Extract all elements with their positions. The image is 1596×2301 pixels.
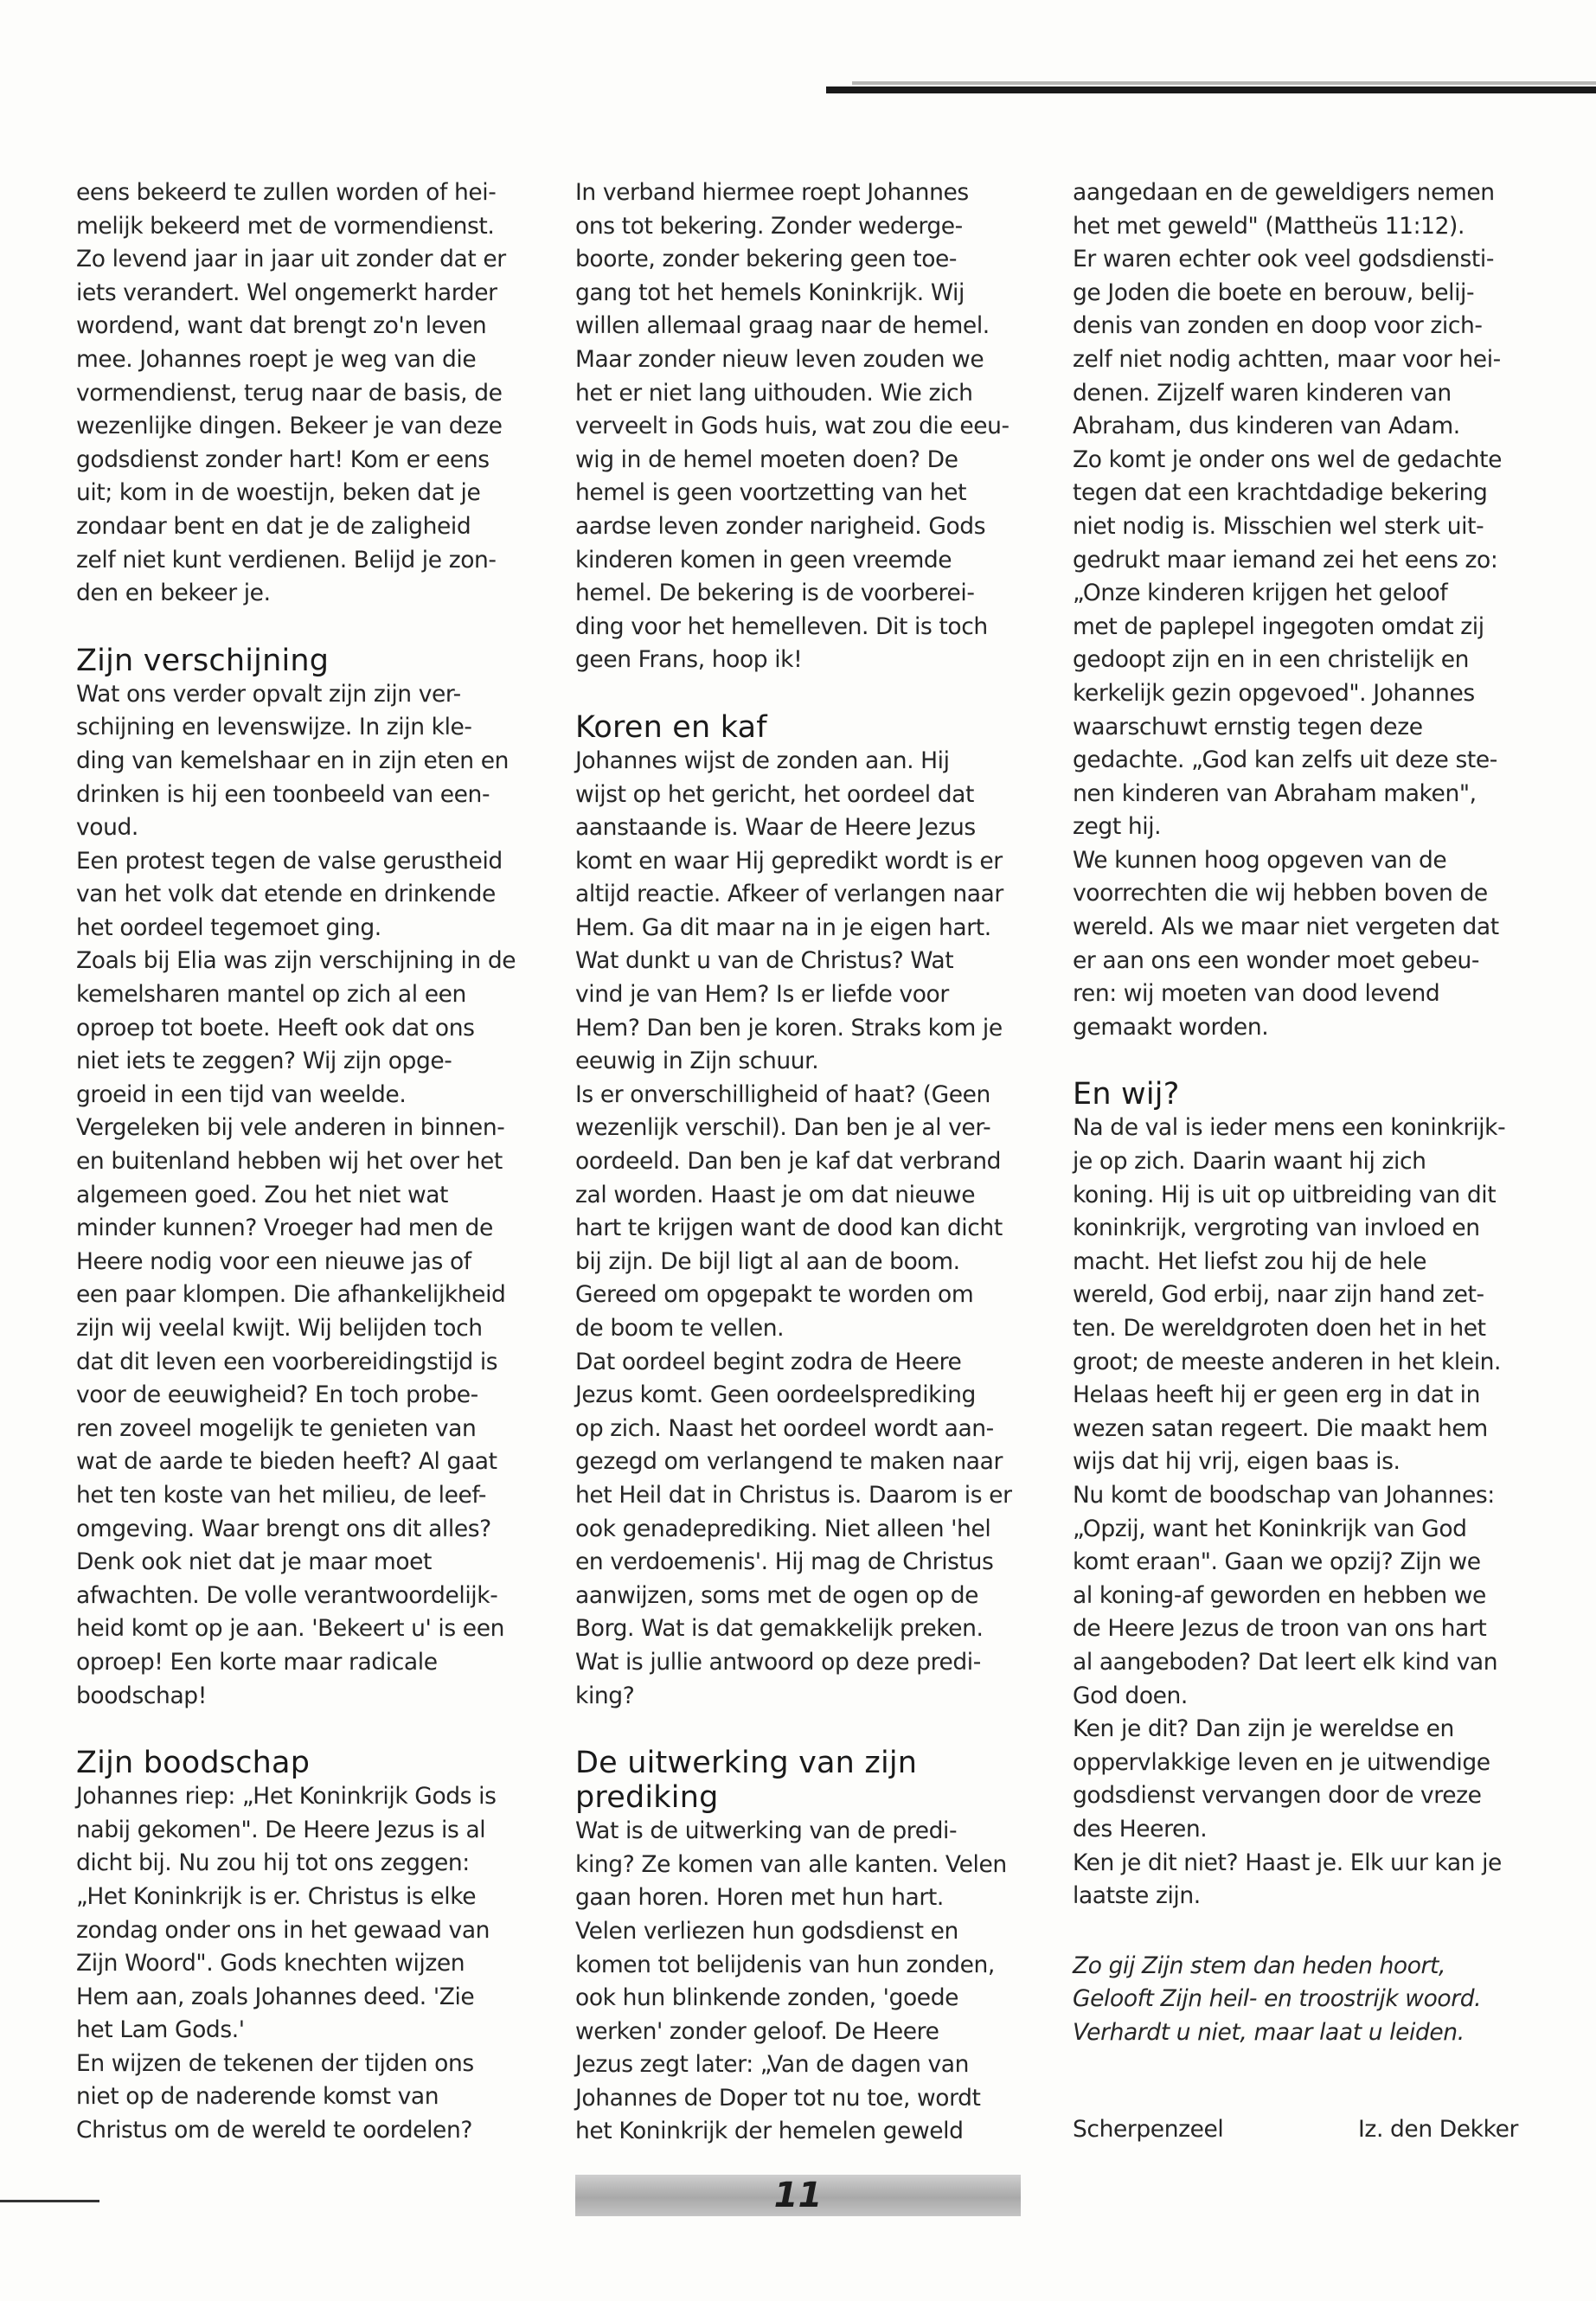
- text-line: nen kinderen van Abraham maken",: [1073, 779, 1477, 807]
- text-line: uit; kom in de woestijn, beken dat je: [76, 479, 481, 507]
- col2-intro: [575, 176, 1025, 677]
- text-line: algemeen goed. Zou het niet wat: [76, 1181, 449, 1208]
- text-line: mee. Johannes roept je weg van die: [76, 345, 477, 373]
- text-line: wig in de hemel moeten doen? De: [575, 445, 958, 473]
- text-line: verveelt in Gods huis, wat zou die eeu-: [575, 413, 1010, 440]
- text-line: zijn wij veelal kwijt. Wij belijden toch: [76, 1315, 483, 1342]
- text-line: des Heeren.: [1073, 1815, 1208, 1843]
- text-line: voor de eeuwigheid? En toch probe-: [76, 1381, 478, 1409]
- text-line: oppervlakkige leven en je uitwendige: [1073, 1748, 1490, 1776]
- text-line: vind je van Hem? Is er liefde voor: [575, 981, 949, 1009]
- text-line: aangedaan en de geweldigers nemen: [1073, 179, 1495, 206]
- text-line: Heere nodig voor een nieuwe jas of: [76, 1247, 471, 1275]
- text-line: aanstaande is. Waar de Heere Jezus: [575, 814, 976, 842]
- text-line: het Heil dat in Christus is. Daarom is er: [575, 1481, 1012, 1509]
- text-line: eens bekeerd te zullen worden of hei-: [76, 179, 497, 206]
- text-line: hemel. De bekering is de voorberei-: [575, 580, 975, 607]
- text-line: melijk bekeerd met de vormendienst.: [76, 212, 495, 240]
- text-line: Ken je dit niet? Haast je. Elk uur kan je: [1073, 1849, 1502, 1876]
- text-line: er aan ons een wonder moet gebeu-: [1073, 946, 1480, 974]
- text-line: Wat ons verder opvalt zijn zijn ver-: [76, 680, 461, 708]
- text-line: het oordeel tegemoet ging.: [76, 913, 381, 941]
- text-line: laatste zijn.: [1073, 1882, 1201, 1910]
- col1-intro: [76, 176, 526, 611]
- text-line: Zoals bij Elia was zijn verschijning in de: [76, 947, 516, 975]
- text-line: zelf niet nodig achtten, maar voor hei-: [1073, 345, 1501, 373]
- text-line: wereld, God erbij, naar zijn hand zet-: [1073, 1281, 1484, 1309]
- text-line: gang tot het hemels Koninkrijk. Wij: [575, 279, 965, 306]
- text-line: ten. De wereldgroten doen het in het: [1073, 1315, 1486, 1342]
- text-line: geen Frans, hoop ik!: [575, 646, 803, 674]
- column-1: [76, 176, 526, 2148]
- heading-en-wij: En wij?: [1073, 1077, 1180, 1112]
- col2-section-uitwerking: [575, 1815, 1025, 2149]
- text-line: Zo komt je onder ons wel de gedachte: [1073, 445, 1502, 473]
- top-rule: [826, 87, 1596, 93]
- text-line: Abraham, dus kinderen van Adam.: [1073, 413, 1460, 440]
- text-line: niet op de naderende komst van: [76, 2083, 439, 2111]
- text-line: kinderen komen in geen vreemde: [575, 546, 952, 574]
- text-line: ding van kemelshaar en in zijn eten en: [76, 747, 510, 774]
- text-line: king?: [575, 1682, 635, 1709]
- text-line: Jezus zegt later: „Van de dagen van: [575, 2051, 970, 2079]
- text-line: ook genadeprediking. Niet alleen 'hel: [575, 1515, 991, 1542]
- text-line: en verdoemenis'. Hij mag de Christus: [575, 1548, 994, 1576]
- text-line: Gereed om opgepakt te worden om: [575, 1281, 974, 1309]
- text-line: godsdienst zonder hart! Kom er eens: [76, 445, 490, 473]
- text-line: In verband hiermee roept Johannes: [575, 179, 969, 206]
- text-line: Een protest tegen de valse gerustheid: [76, 847, 503, 875]
- text-line: Wat is de uitwerking van de predi-: [575, 1817, 958, 1845]
- text-line: macht. Het liefst zou hij de hele: [1073, 1247, 1427, 1275]
- text-line: tegen dat een krachtdadige bekering: [1073, 479, 1488, 507]
- text-line: kemelsharen mantel op zich al een: [76, 981, 466, 1009]
- col1-section-verschijning: [76, 678, 526, 1713]
- text-line: king? Ze komen van alle kanten. Velen: [575, 1850, 1007, 1878]
- text-line: Hem aan, zoals Johannes deed. 'Zie: [76, 1983, 475, 2010]
- text-line: iets verandert. Wel ongemerkt harder: [76, 279, 497, 306]
- text-line: godsdienst vervangen door de vreze: [1073, 1782, 1482, 1810]
- text-line: komt eraan". Gaan we opzij? Zijn we: [1073, 1548, 1481, 1576]
- text-line: Is er onverschilligheid of haat? (Geen: [575, 1080, 990, 1108]
- text-line: ding voor het hemelleven. Dit is toch: [575, 612, 988, 640]
- text-line: Vergeleken bij vele anderen in binnen-: [76, 1114, 505, 1142]
- text-line: Velen verliezen hun godsdienst en: [575, 1917, 958, 1945]
- text-line: zondaar bent en dat je de zaligheid: [76, 512, 471, 540]
- text-line: schijning en levenswijze. In zijn kle-: [76, 714, 472, 741]
- text-line: Jezus komt. Geen oordeelsprediking: [575, 1381, 976, 1409]
- heading-uitwerking-line2: prediking: [575, 1780, 719, 1816]
- text-line: eeuwig in Zijn schuur.: [575, 1048, 819, 1075]
- text-line: gedachte. „God kan zelfs uit deze ste-: [1073, 747, 1497, 774]
- text-line: wezenlijke dingen. Bekeer je van deze: [76, 413, 503, 440]
- text-line: voud.: [76, 814, 138, 842]
- text-line: gezegd om verlangend te maken naar: [575, 1448, 1003, 1476]
- column-2: [575, 176, 1025, 2149]
- text-line: al koning-af geworden en hebben we: [1073, 1581, 1486, 1609]
- text-line: waarschuwt ernstig tegen deze: [1073, 713, 1423, 740]
- text-line: ren: wij moeten van dood levend: [1073, 980, 1440, 1008]
- text-line: groeid in een tijd van weelde.: [76, 1080, 407, 1108]
- text-line: gemaakt worden.: [1073, 1013, 1269, 1041]
- text-line: Johannes wijst de zonden aan. Hij: [575, 747, 950, 774]
- text-line: niet iets te zeggen? Wij zijn opge-: [76, 1048, 452, 1075]
- text-line: heid komt op je aan. 'Bekeert u' is een: [76, 1615, 505, 1643]
- heading-zijn-boodschap: Zijn boodschap: [76, 1746, 311, 1781]
- text-line: Na de val is ieder mens een koninkrijk-: [1073, 1114, 1506, 1142]
- text-line: vormendienst, terug naar de basis, de: [76, 379, 503, 407]
- text-line: „Het Koninkrijk is er. Christus is elke: [76, 1882, 477, 1910]
- text-line: het Lam Gods.': [76, 2016, 245, 2044]
- text-line: gedrukt maar iemand zei het eens zo:: [1073, 546, 1498, 574]
- text-line: Dat oordeel begint zodra de Heere: [575, 1348, 962, 1375]
- text-line: Zijn Woord". Gods knechten wijzen: [76, 1950, 465, 1977]
- text-line: ook hun blinkende zonden, 'goede: [575, 1984, 959, 2012]
- text-line: met de paplepel ingegoten omdat zij: [1073, 612, 1484, 640]
- heading-uitwerking-line1: De uitwerking van zijn: [575, 1746, 918, 1781]
- text-line: komt en waar Hij gepredikt wordt is er: [575, 847, 1003, 875]
- text-line: koning. Hij is uit op uitbreiding van dit: [1073, 1181, 1497, 1208]
- text-line: hart te krijgen want de dood kan dicht: [575, 1215, 1003, 1242]
- bottom-left-rule: [0, 2200, 99, 2202]
- text-line: de Heere Jezus de troon van ons hart: [1073, 1615, 1487, 1643]
- text-line: Er waren echter ook veel godsdiensti-: [1073, 246, 1495, 273]
- text-line: van het volk dat etende en drinkende: [76, 881, 496, 908]
- text-line: het ten koste van het milieu, de leef-: [76, 1481, 487, 1509]
- text-line: gedoopt zijn en in een christelijk en: [1073, 646, 1470, 674]
- text-line: nabij gekomen". De Heere Jezus is al: [76, 1816, 486, 1843]
- text-line: ge Joden die boete en berouw, belij-: [1073, 279, 1475, 306]
- text-line: het Koninkrijk der hemelen geweld: [575, 2118, 964, 2145]
- text-line: aardse leven zonder narigheid. Gods: [575, 512, 986, 540]
- text-line: oordeeld. Dan ben je kaf dat verbrand: [575, 1148, 1002, 1176]
- text-line: wezen satan regeert. Die maakt hem: [1073, 1414, 1488, 1442]
- text-line: En wijzen de tekenen der tijden ons: [76, 2049, 474, 2077]
- text-line: Johannes de Doper tot nu toe, wordt: [575, 2084, 981, 2112]
- text-line: Ken je dit? Dan zijn je wereldse en: [1073, 1715, 1454, 1743]
- heading-zijn-verschijning: Zijn verschijning: [76, 643, 330, 678]
- text-line: oproep! Een korte maar radicale: [76, 1648, 438, 1676]
- text-line: Johannes riep: „Het Koninkrijk Gods is: [76, 1783, 497, 1811]
- text-line: omgeving. Waar brengt ons dit alles?: [76, 1515, 491, 1542]
- text-line: wezenlijk verschil). Dan ben je al ver-: [575, 1114, 991, 1142]
- text-line: boodschap!: [76, 1682, 207, 1709]
- text-line: minder kunnen? Vroeger had men de: [76, 1215, 493, 1242]
- text-line: voorrechten die wij hebben boven de: [1073, 880, 1488, 907]
- text-line: ren zoveel mogelijk te genieten van: [76, 1414, 477, 1442]
- text-line: werken' zonder geloof. De Heere: [575, 2017, 939, 2045]
- text-line: Helaas heeft hij er geen erg in dat in: [1073, 1381, 1480, 1409]
- text-line: Nu komt de boodschap van Johannes:: [1073, 1481, 1495, 1509]
- text-line: het met geweld" (Mattheüs 11:12).: [1073, 212, 1465, 240]
- col3-section-en-wij: [1073, 1112, 1531, 1913]
- text-line: ons tot bekering. Zonder wederge-: [575, 212, 963, 240]
- text-line: Christus om de wereld te oordelen?: [76, 2117, 473, 2144]
- text-line: je op zich. Daarin waant hij zich: [1073, 1148, 1426, 1176]
- heading-koren-en-kaf: Koren en kaf: [575, 709, 767, 745]
- text-line: zondag onder ons in het gewaad van: [76, 1916, 490, 1944]
- text-line: oproep tot boete. Heeft ook dat ons: [76, 1014, 475, 1042]
- text-line: de boom te vellen.: [575, 1315, 785, 1342]
- text-line: den en bekeer je.: [76, 580, 271, 607]
- text-line: komen tot belijdenis van hun zonden,: [575, 1951, 995, 1978]
- text-line: en buitenland hebben wij het over het: [76, 1148, 503, 1176]
- text-line: Hem. Ga dit maar na in je eigen hart.: [575, 913, 991, 941]
- text-line: denis van zonden en doop voor zich-: [1073, 312, 1483, 340]
- text-line: God doen.: [1073, 1682, 1188, 1709]
- text-line: wat de aarde te bieden heeft? Al gaat: [76, 1448, 497, 1476]
- col2-section-koren: [575, 745, 1025, 1713]
- text-line: „Opzij, want het Koninkrijk van God: [1073, 1515, 1467, 1542]
- text-line: zegt hij.: [1073, 813, 1162, 841]
- poem-quote: [1073, 1950, 1531, 2050]
- text-line: Denk ook niet dat je maar moet: [76, 1548, 433, 1576]
- signature-name: Iz. den Dekker: [1358, 2116, 1518, 2144]
- text-line: hemel is geen voortzetting van het: [575, 479, 967, 507]
- text-line: dicht bij. Nu zou hij tot ons zeggen:: [76, 1849, 470, 1877]
- column-3: [1073, 176, 1531, 2147]
- text-line: wereld. Als we maar niet vergeten dat: [1073, 913, 1499, 941]
- text-line: zelf niet kunt verdienen. Belijd je zon-: [76, 546, 497, 574]
- text-line: drinken is hij een toonbeeld van een-: [76, 780, 490, 808]
- text-line: We kunnen hoog opgeven van de: [1073, 846, 1447, 874]
- text-line: boorte, zonder bekering geen toe-: [575, 246, 958, 273]
- text-line: Hem? Dan ben je koren. Straks kom je: [575, 1014, 1003, 1042]
- text-line: gaan horen. Horen met hun hart.: [575, 1884, 944, 1912]
- text-line: Wat dunkt u van de Christus? Wat: [575, 947, 954, 975]
- text-line: Gelooft Zijn heil- en troostrijk woord.: [1073, 1985, 1482, 2013]
- text-line: niet nodig is. Misschien wel sterk uit-: [1073, 512, 1484, 540]
- text-line: wijst op het gericht, het oordeel dat: [575, 780, 975, 808]
- signature-place: Scherpenzeel: [1073, 2116, 1224, 2144]
- text-line: Maar zonder nieuw leven zouden we: [575, 345, 984, 373]
- text-line: Wat is jullie antwoord op deze predi-: [575, 1648, 981, 1676]
- text-line: het er niet lang uithouden. Wie zich: [575, 379, 973, 407]
- text-line: Zo gij Zijn stem dan heden hoort,: [1073, 1952, 1446, 1979]
- text-line: zal worden. Haast je om dat nieuwe: [575, 1181, 976, 1208]
- text-line: aanwijzen, soms met de ogen op de: [575, 1581, 979, 1609]
- text-line: koninkrijk, vergroting van invloed en: [1073, 1215, 1480, 1242]
- text-line: altijd reactie. Afkeer of verlangen naar: [575, 881, 1003, 908]
- signature: [1073, 2113, 1518, 2147]
- col1-section-boodschap: [76, 1780, 526, 2148]
- text-line: afwachten. De volle verantwoordelijk-: [76, 1581, 498, 1609]
- text-line: kerkelijk gezin opgevoed". Johannes: [1073, 679, 1475, 707]
- text-line: al aangeboden? Dat leert elk kind van: [1073, 1648, 1498, 1676]
- text-line: Verhardt u niet, maar laat u leiden.: [1073, 2018, 1465, 2046]
- text-line: „Onze kinderen krijgen het geloof: [1073, 580, 1448, 607]
- text-line: een paar klompen. Die afhankelijkheid: [76, 1281, 506, 1309]
- text-line: wijs dat hij vrij, eigen baas is.: [1073, 1448, 1401, 1476]
- text-line: dat dit leven een voorbereidingstijd is: [76, 1348, 498, 1375]
- text-line: Borg. Wat is dat gemakkelijk preken.: [575, 1615, 984, 1643]
- page-number-bar: [575, 2175, 1021, 2216]
- text-line: Zo levend jaar in jaar uit zonder dat er: [76, 246, 506, 273]
- text-line: bij zijn. De bijl ligt al aan de boom.: [575, 1247, 960, 1275]
- text-line: wordend, want dat brengt zo'n leven: [76, 312, 487, 340]
- col3-intro: [1073, 176, 1531, 1044]
- text-line: willen allemaal graag naar de hemel.: [575, 312, 990, 340]
- text-line: denen. Zijzelf waren kinderen van: [1073, 379, 1452, 407]
- text-line: groot; de meeste anderen in het klein.: [1073, 1348, 1502, 1375]
- page-number: 11: [773, 2176, 823, 2215]
- text-line: op zich. Naast het oordeel wordt aan-: [575, 1414, 994, 1442]
